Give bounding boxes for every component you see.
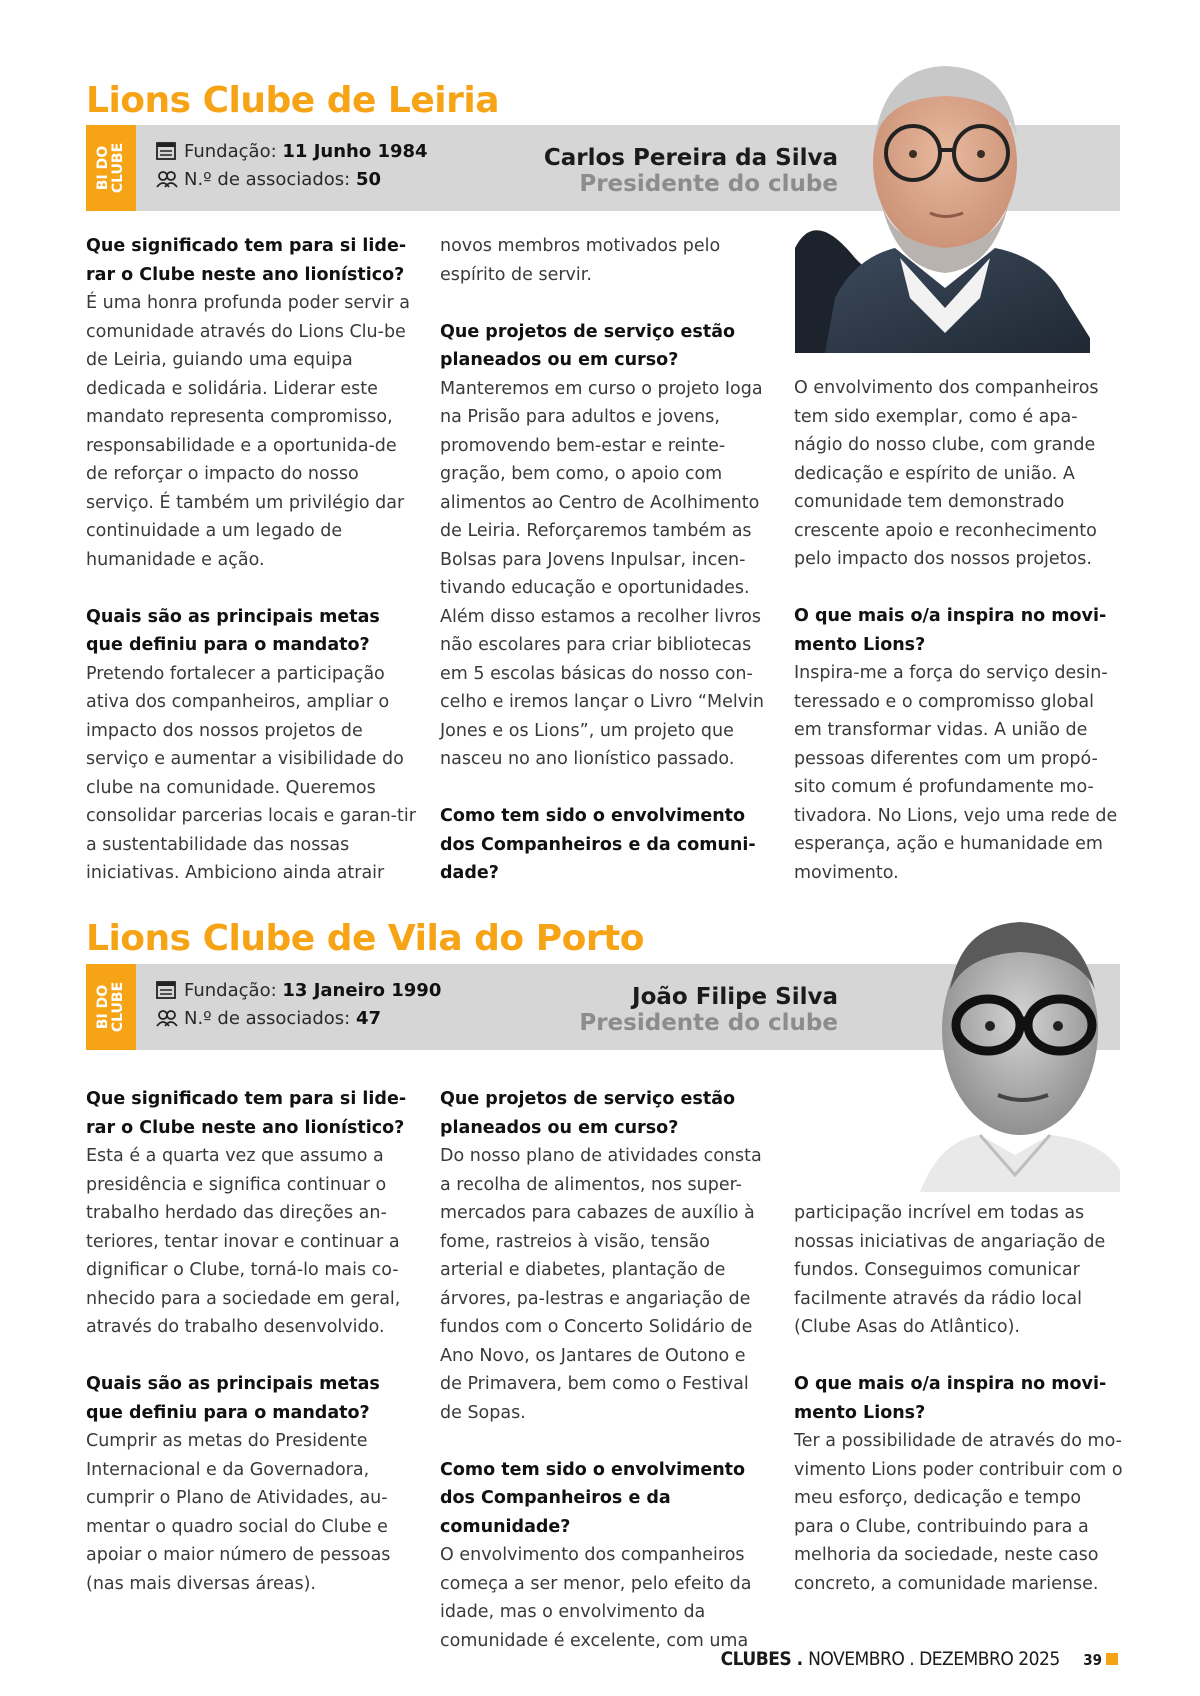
column-1 — [86, 1085, 416, 1627]
column-3 — [794, 1199, 1124, 1627]
magazine-edition: NOVEMBRO . DEZEMBRO 2025 — [808, 1648, 1060, 1670]
members-count: 47 — [355, 1008, 382, 1029]
question: Como tem sido o envolvimento dos Companheiros e da comunidade? — [440, 1459, 746, 1537]
answer-continuation: novos membros motivados pelo espírito de servir. — [440, 236, 721, 285]
founding-row — [156, 980, 441, 1001]
answer: Do nosso plano de atividades consta a recolha de alimentos, nos super-mercados para cabazes de auxílio à fome, rastreios à visão, tensão arterial e diabetes, plantação de árvores, pa-lestras e angariação de fundos com o Concerto Solidário de Ano Novo, os Jantares de Outono e de Primavera, bem como o Festival de Sopas. — [440, 1146, 762, 1423]
qa-block — [86, 1085, 416, 1342]
page-number: 39 — [1083, 1651, 1102, 1669]
qa-block — [440, 1456, 770, 1656]
answer: Ter a possibilidade de através do mo-vimento Lions poder contribuir com o meu esforço, dedicação e tempo para o Clube, contribuindo para a melhoria da sociedade, neste caso concreto, a comunidade mariense. — [794, 1431, 1123, 1594]
question: Que projetos de serviço estão planeados ou em curso? — [440, 1089, 736, 1138]
calendar-icon — [156, 981, 178, 999]
answer-continuation: participação incrível em todas as nossas iniciativas de angariação de fundos. Conseguimos comunicar facilmente através da rádio local (Clube Asas do Atlântico). — [794, 1203, 1106, 1337]
answer: Pretendo fortalecer a participação ativa dos companheiros, ampliar o impacto dos nossos projetos de serviço e aumentar a visibilidade do clube na comunidade. Queremos consolidar parcerias locais e garan-tir a sustentabilidade das nossas iniciativas. Ambiciono ainda atrair — [86, 663, 416, 883]
question: Que significado tem para si lide-rar o Clube neste ano lionístico? — [86, 236, 407, 285]
president-block — [579, 984, 838, 1036]
president-name: Carlos Pereira da Silva — [543, 145, 838, 171]
members-label: N.º de associados: — [184, 1008, 351, 1029]
members-count: 50 — [355, 169, 382, 190]
page-footer — [721, 1648, 1118, 1670]
answer: Inspira-me a força do serviço desin-teressado e o compromisso global em transformar vidas. A união de pessoas diferentes com um propó-sito comum é profundamente mo-tivadora. No Lions, vejo uma rede de esperança, ação e humanidade em movimento. — [794, 663, 1118, 883]
bi-label-line1: BI DO — [95, 145, 111, 191]
bi-label-line2: CLUBE — [110, 142, 126, 194]
founding-label: Fundação: — [184, 141, 277, 162]
qa-block — [794, 1370, 1124, 1598]
answer: O envolvimento dos companheiros começa a ser menor, pelo efeito da idade, mas o envolvimento da comunidade é excelente, com uma — [440, 1545, 752, 1651]
bi-do-clube-tab — [86, 964, 136, 1050]
bi-label-line2: CLUBE — [110, 981, 126, 1033]
question: Como tem sido o envolvimento dos Companheiros e da comuni-dade? — [440, 806, 756, 883]
members-row — [156, 1008, 381, 1029]
question: Que significado tem para si lide-rar o Clube neste ano lionístico? — [86, 1089, 407, 1138]
answer: Manteremos em curso o projeto Ioga na Prisão para adultos e jovens, promovendo bem-estar e reinte-gração, bem como, o apoio com alimentos ao Centro de Acolhimento de Leiria. Reforçaremos também as Bolsas para Jovens Inpulsar, incen-tivando educação e oportunidades. Além disso estamos a recolher livros não escolares para criar bibliotecas em 5 escolas básicas do nosso con-celho e iremos lançar o Livro “Melvin Jones e os Lions”, um projeto que nasceu no ano lionístico passado. — [440, 378, 765, 769]
question: O que mais o/a inspira no movi-mento Lions? — [794, 606, 1107, 655]
question: O que mais o/a inspira no movi-mento Lions? — [794, 1374, 1107, 1423]
founding-date: 13 Janeiro 1990 — [282, 980, 442, 1001]
members-label: N.º de associados: — [184, 169, 351, 190]
club-title: Lions Clube de Vila do Porto — [86, 918, 645, 959]
page-marker-square — [1106, 1653, 1118, 1665]
bi-label-line1: BI DO — [95, 984, 111, 1030]
answer: Esta é a quarta vez que assumo a presidência e significa continuar o trabalho herdado das direções an-teriores, tentar inovar e continuar a dignificar o Clube, torná-lo mais co-nhecido para a sociedade em geral, através do trabalho desenvolvido. — [86, 1146, 401, 1337]
president-name: João Filipe Silva — [632, 984, 838, 1010]
question: Quais são as principais metas que definiu para o mandato? — [86, 606, 380, 655]
founding-date: 11 Junho 1984 — [282, 141, 428, 162]
president-role: Presidente do clube — [579, 171, 838, 197]
answer-continuation: O envolvimento dos companheiros tem sido exemplar, como é apa-nágio do nosso clube, com grande dedicação e espírito de união. A comunidade tem demonstrado crescente apoio e reconhecimento pelo impacto dos nossos projetos. — [794, 378, 1099, 569]
founding-label: Fundação: — [184, 980, 277, 1001]
club-title: Lions Clube de Leiria — [86, 80, 500, 121]
answer: Cumprir as metas do Presidente Internacional e da Governadora, cumprir o Plano de Atividades, au-mentar o quadro social do Clube e apoiar o maior número de pessoas (nas mais diversas áreas). — [86, 1431, 391, 1594]
question: Quais são as principais metas que definiu para o mandato? — [86, 1374, 380, 1423]
qa-block — [440, 1085, 770, 1427]
qa-block — [86, 1370, 416, 1598]
magazine-brand: CLUBES . — [720, 1648, 803, 1670]
question: Que projetos de serviço estão planeados ou em curso? — [440, 321, 736, 370]
answer: É uma honra profunda poder servir a comunidade através do Lions Clu-be de Leiria, guiando uma equipa dedicada e solidária. Liderar este mandato representa compromisso, responsabilidade e a oportunida-de de reforçar o impacto do nosso serviço. É também um privilégio dar continuidade a um legado de humanidade e ação. — [86, 293, 411, 570]
president-role: Presidente do clube — [579, 1010, 838, 1036]
president-portrait-photo — [910, 910, 1120, 1192]
column-2 — [440, 1085, 770, 1684]
members-icon — [156, 1009, 178, 1027]
